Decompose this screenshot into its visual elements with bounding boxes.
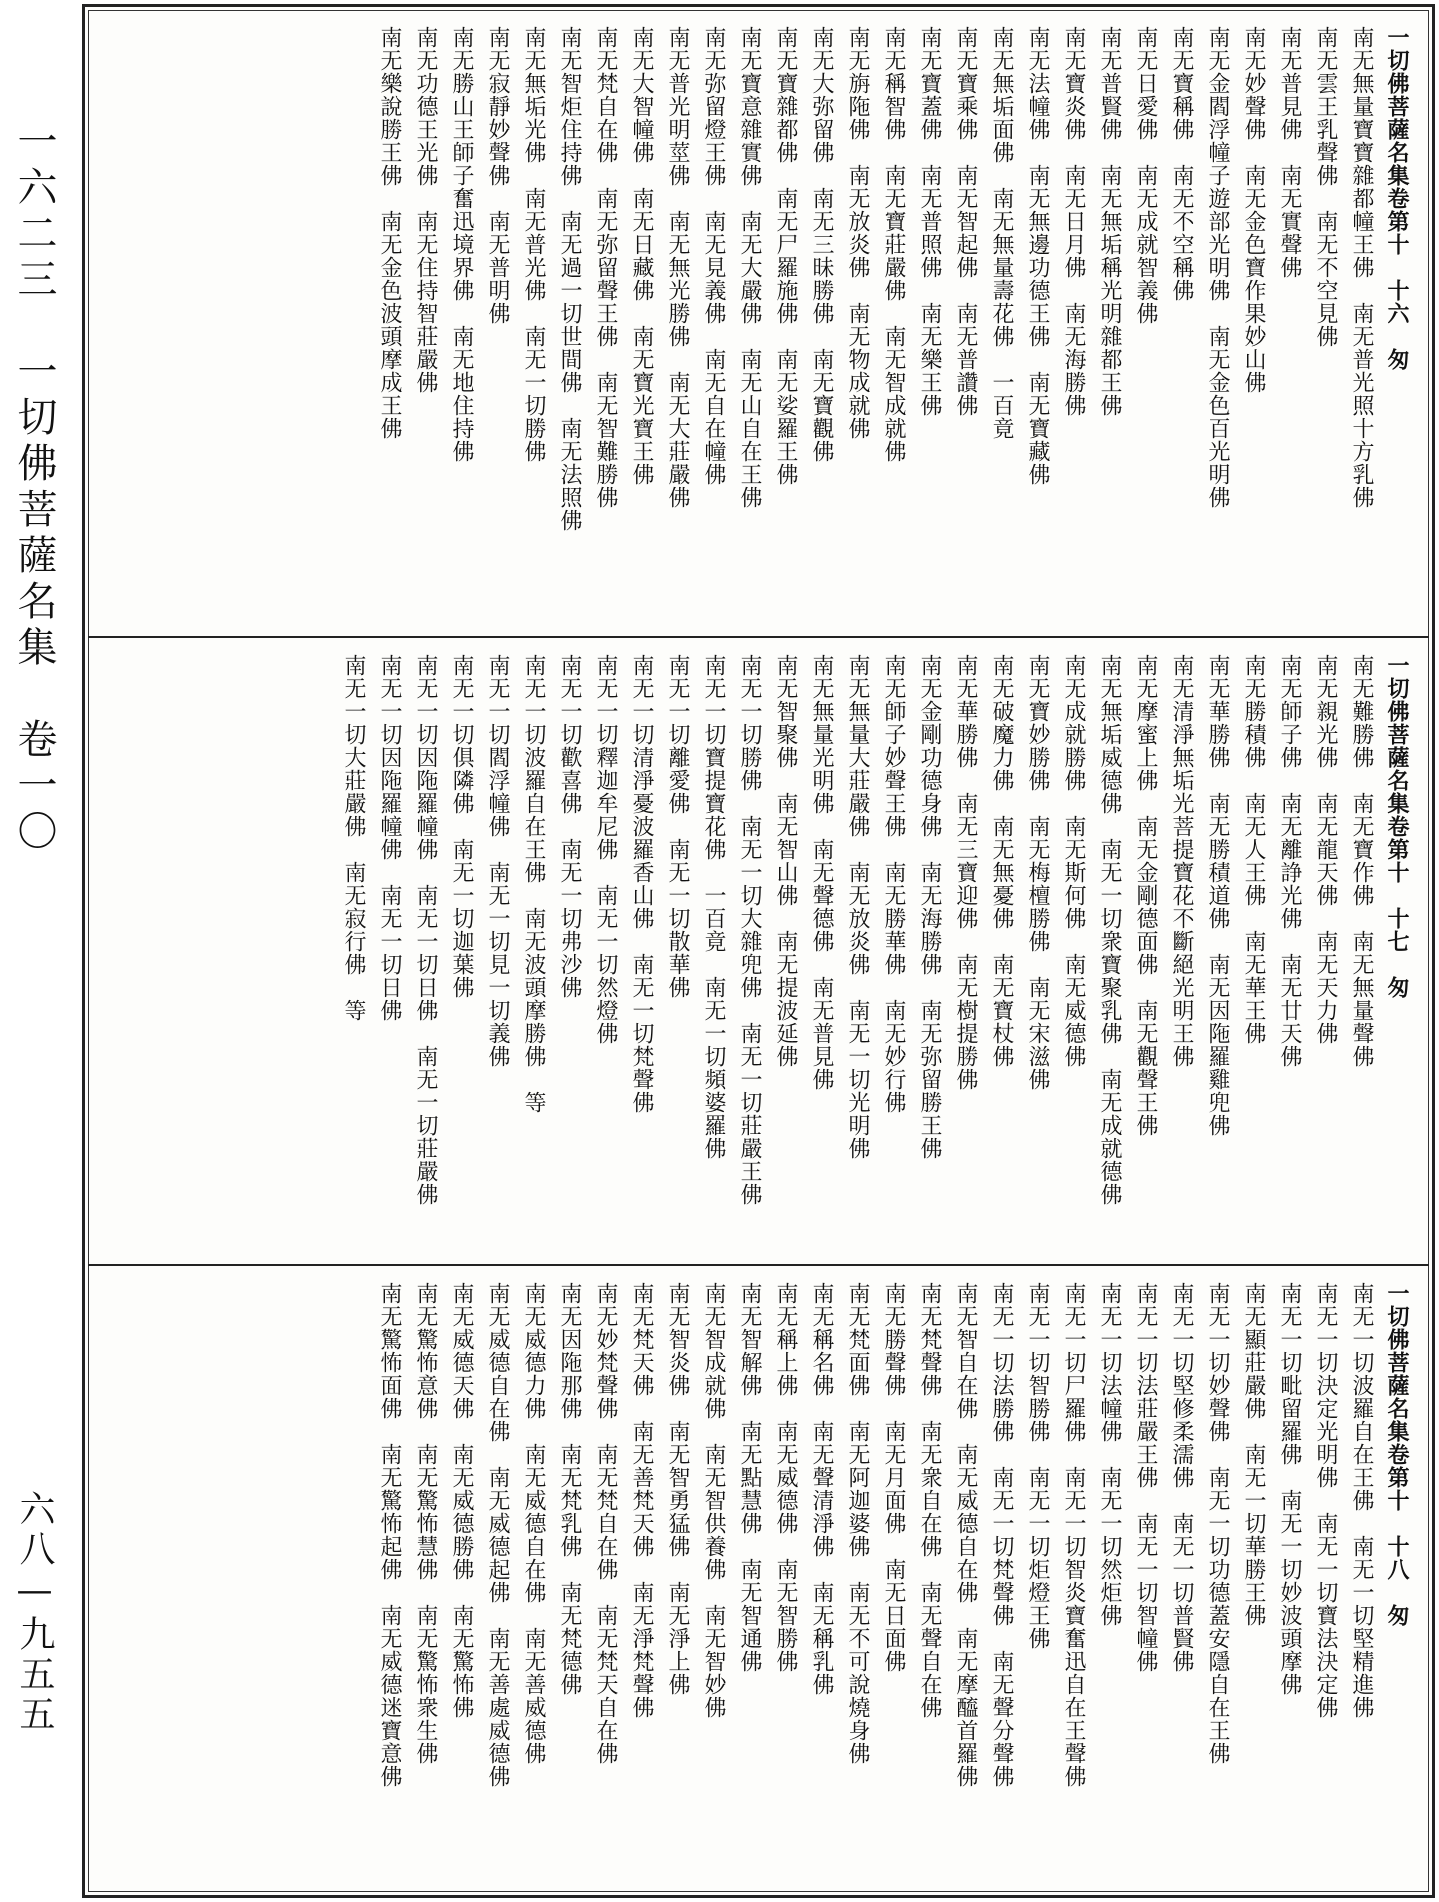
text-column: 南无驚怖面佛 南无驚怖起佛 南无威德迷寶意佛	[377, 1282, 402, 1788]
text-column: 南无金剛功德身佛 南无海勝佛 南无弥留勝王佛	[917, 654, 942, 1160]
text-column: 南无梵天佛 南无善梵天佛 南无淨梵聲佛	[629, 1282, 654, 1719]
text-column: 南无梵面佛 南无阿迦婆佛 南无不可說燒身佛	[845, 1282, 870, 1765]
text-column: 南无梵聲佛 南无衆自在佛 南无聲自在佛	[917, 1282, 942, 1719]
text-column: 南无智聚佛 南无智山佛 南无提波延佛	[773, 654, 798, 1068]
text-column: 南无無量寶寶雜都幢王佛 南无普光照十方乳佛	[1349, 26, 1374, 509]
text-column: 南无破魔力佛 南无無憂佛 南无寶杖佛	[989, 654, 1014, 1068]
text-column: 南无一切智勝佛 南无一切炬燈王佛	[1025, 1282, 1050, 1650]
text-column: 南无稱上佛 南无威德佛 南无智勝佛	[773, 1282, 798, 1673]
text-column: 南无無量大莊嚴佛 南无放炎佛 南无一切光明佛	[845, 654, 870, 1160]
text-column: 南无無垢面佛 南无無量壽花佛 一百竟	[989, 26, 1014, 440]
text-column: 南无寶蓋佛 南无普照佛 南无樂王佛	[917, 26, 942, 417]
text-column: 南无稱名佛 南无聲清淨佛 南无稱乳佛	[809, 1282, 834, 1696]
text-column: 南无勝積佛 南无人王佛 南无華王佛	[1241, 654, 1266, 1045]
text-column: 南无親光佛 南无龍天佛 南无天力佛	[1313, 654, 1338, 1045]
text-panel-top	[88, 12, 1429, 630]
text-column: 南无寶乘佛 南无智起佛 南无普讚佛	[953, 26, 978, 417]
text-column: 南无普見佛 南无實聲佛	[1277, 26, 1302, 279]
text-column: 南无大弥留佛 南无三昧勝佛 南无寶觀佛	[809, 26, 834, 463]
text-column: 南无一切因陁羅幢佛 南无一切日佛	[377, 654, 402, 1022]
chapter-heading: 一切佛菩薩名集卷第十 十八 匆	[1384, 1282, 1410, 1627]
text-column: 南无普光明莖佛 南无無光勝佛 南无大莊嚴佛	[665, 26, 690, 509]
text-column: 南无一切波羅自在王佛 南无波頭摩勝佛 等	[521, 654, 546, 1114]
text-column: 南无一切妙聲佛 南无一切功德蓋安隱自在王佛	[1205, 1282, 1230, 1765]
text-column: 南无寶雜都佛 南无尸羅施佛 南无娑羅王佛	[773, 26, 798, 486]
text-column: 南无華勝佛 南无勝積道佛 南无因陁羅雞兜佛	[1205, 654, 1230, 1137]
text-column: 南无一切毗留羅佛 南无一切妙波頭摩佛	[1277, 1282, 1302, 1696]
text-column: 南无摩蜜上佛 南无金剛德面佛 南无觀聲王佛	[1133, 654, 1158, 1137]
text-column: 南无一切法莊嚴王佛 南无一切智幢佛	[1133, 1282, 1158, 1673]
text-column: 南无勝聲佛 南无月面佛 南无日面佛	[881, 1282, 906, 1673]
text-column: 南无驚怖意佛 南无驚怖慧佛 南无驚怖衆生佛	[413, 1282, 438, 1765]
text-column: 南无智炬住持佛 南无過一切世間佛 南无法照佛	[557, 26, 582, 532]
text-column: 南无無垢光佛 南无普光佛 南无一切勝佛	[521, 26, 546, 463]
text-column: 南无雲王乳聲佛 南无不空見佛	[1313, 26, 1338, 348]
text-column: 南无日愛佛 南无成就智義佛	[1133, 26, 1158, 325]
text-column: 南无智成就佛 南无智供養佛 南无智妙佛	[701, 1282, 726, 1719]
text-column: 南无法幢佛 南无無邊功德王佛 南无寶藏佛	[1025, 26, 1050, 486]
text-column: 南无寶意雜實佛 南无大嚴佛 南无山自在王佛	[737, 26, 762, 509]
text-column: 南无金閻浮幢子遊部光明佛 南无金色百光明佛	[1205, 26, 1230, 509]
text-column: 南无一切波羅自在王佛 南无一切堅精進佛	[1349, 1282, 1374, 1719]
text-column: 南无一切寶提寶花佛 一百竟 南无一切頻婆羅佛	[701, 654, 726, 1160]
text-column: 南无樂說勝王佛 南无金色波頭摩成王佛	[377, 26, 402, 440]
text-column: 南无一切法幢佛 南无一切然炬佛	[1097, 1282, 1122, 1627]
text-column: 南无弥留燈王佛 南无見義佛 南无自在幢佛	[701, 26, 726, 486]
text-column: 南无一切俱隣佛 南无一切迦葉佛	[449, 654, 474, 999]
text-column: 南无因陁那佛 南无梵乳佛 南无梵德佛	[557, 1282, 582, 1696]
text-column: 南无師子佛 南无離諍光佛 南无廿天佛	[1277, 654, 1302, 1068]
text-column: 南无勝山王師子奮迅境界佛 南无地住持佛	[449, 26, 474, 463]
text-column: 南无無垢威德佛 南无一切衆寶聚乳佛 南无成就德佛	[1097, 654, 1122, 1206]
text-column: 南无一切大莊嚴佛 南无寂行佛 等	[341, 654, 366, 1022]
text-column: 南无一切釋迦牟尼佛 南无一切然燈佛	[593, 654, 618, 1045]
text-column: 南无功德王光佛 南无住持智莊嚴佛	[413, 26, 438, 394]
text-column: 南无難勝佛 南无寶作佛 南无無量聲佛	[1349, 654, 1374, 1068]
panel-divider	[88, 636, 1429, 638]
text-column: 南无無量光明佛 南无聲德佛 南无普見佛	[809, 654, 834, 1091]
text-column: 南无一切離愛佛 南无一切散華佛	[665, 654, 690, 999]
chapter-heading: 一切佛菩薩名集卷第十 十七 匆	[1384, 654, 1410, 999]
text-column: 南无稱智佛 南无寶莊嚴佛 南无智成就佛	[881, 26, 906, 463]
text-column: 南无一切尸羅佛 南无一切智炎寶奮迅自在王聲佛	[1061, 1282, 1086, 1788]
text-panel-middle	[88, 640, 1429, 1258]
chapter-heading: 一切佛菩薩名集卷第十 十六 匆	[1384, 26, 1410, 371]
text-column: 南无妙聲佛 南无金色寶作果妙山佛	[1241, 26, 1266, 394]
text-column: 南无寶妙勝佛 南无梅檀勝佛 南无宋滋佛	[1025, 654, 1050, 1091]
text-column: 南无一切歡喜佛 南无一切弗沙佛	[557, 654, 582, 999]
margin-title: 一六二三 一切佛菩薩名集 卷一〇	[11, 120, 57, 856]
text-column: 南无威德自在佛 南无威德起佛 南无善處威德佛	[485, 1282, 510, 1788]
text-column: 南无一切法勝佛 南无一切梵聲佛 南无聲分聲佛	[989, 1282, 1014, 1788]
panel-divider	[88, 1264, 1429, 1266]
text-column: 南无普賢佛 南无無垢稱光明雜都王佛	[1097, 26, 1122, 417]
text-column: 南无大智幢佛 南无日藏佛 南无寶光寶王佛	[629, 26, 654, 486]
text-column: 南无一切閻浮幢佛 南无一切見一切義佛	[485, 654, 510, 1068]
text-column: 南无智解佛 南无點慧佛 南无智通佛	[737, 1282, 762, 1673]
text-column: 南无威德力佛 南无威德自在佛 南无善威德佛	[521, 1282, 546, 1765]
text-column: 南无一切勝佛 南无一切大雜兜佛 南无一切莊嚴王佛	[737, 654, 762, 1206]
text-column: 南无妙梵聲佛 南无梵自在佛 南无梵天自在佛	[593, 1282, 618, 1765]
text-column: 南无一切堅修柔濡佛 南无一切普賢佛	[1169, 1282, 1194, 1673]
text-column: 南无威德天佛 南无威德勝佛 南无驚怖佛	[449, 1282, 474, 1719]
text-panel-bottom	[88, 1268, 1429, 1890]
text-column: 南无旃陁佛 南无放炎佛 南无物成就佛	[845, 26, 870, 440]
text-column: 南无成就勝佛 南无斯何佛 南无威德佛	[1061, 654, 1086, 1068]
text-column: 南无寂靜妙聲佛 南无普明佛	[485, 26, 510, 325]
text-column: 南无智炎佛 南无智勇猛佛 南无淨上佛	[665, 1282, 690, 1696]
text-column: 南无華勝佛 南无三寶迎佛 南无樹提勝佛	[953, 654, 978, 1091]
text-column: 南无一切清淨憂波羅香山佛 南无一切梵聲佛	[629, 654, 654, 1114]
text-column: 南无清淨無垢光菩提寶花不斷絕光明王佛	[1169, 654, 1194, 1068]
text-column: 南无寶炎佛 南无日月佛 南无海勝佛	[1061, 26, 1086, 417]
text-column: 南无梵自在佛 南无弥留聲王佛 南无智難勝佛	[593, 26, 618, 509]
text-column: 南无師子妙聲王佛 南无勝華佛 南无妙行佛	[881, 654, 906, 1114]
text-column: 南无顯莊嚴佛 南无一切華勝王佛	[1241, 1282, 1266, 1627]
text-column: 南无寶稱佛 南无不空稱佛	[1169, 26, 1194, 302]
text-column: 南无一切因陁羅幢佛 南无一切日佛 南无一切莊嚴佛	[413, 654, 438, 1206]
text-column: 南无智自在佛 南无威德自在佛 南无摩醯首羅佛	[953, 1282, 978, 1788]
margin-page-number: 六八—九五五	[14, 1490, 55, 1735]
text-column: 南无一切決定光明佛 南无一切寶法決定佛	[1313, 1282, 1338, 1719]
